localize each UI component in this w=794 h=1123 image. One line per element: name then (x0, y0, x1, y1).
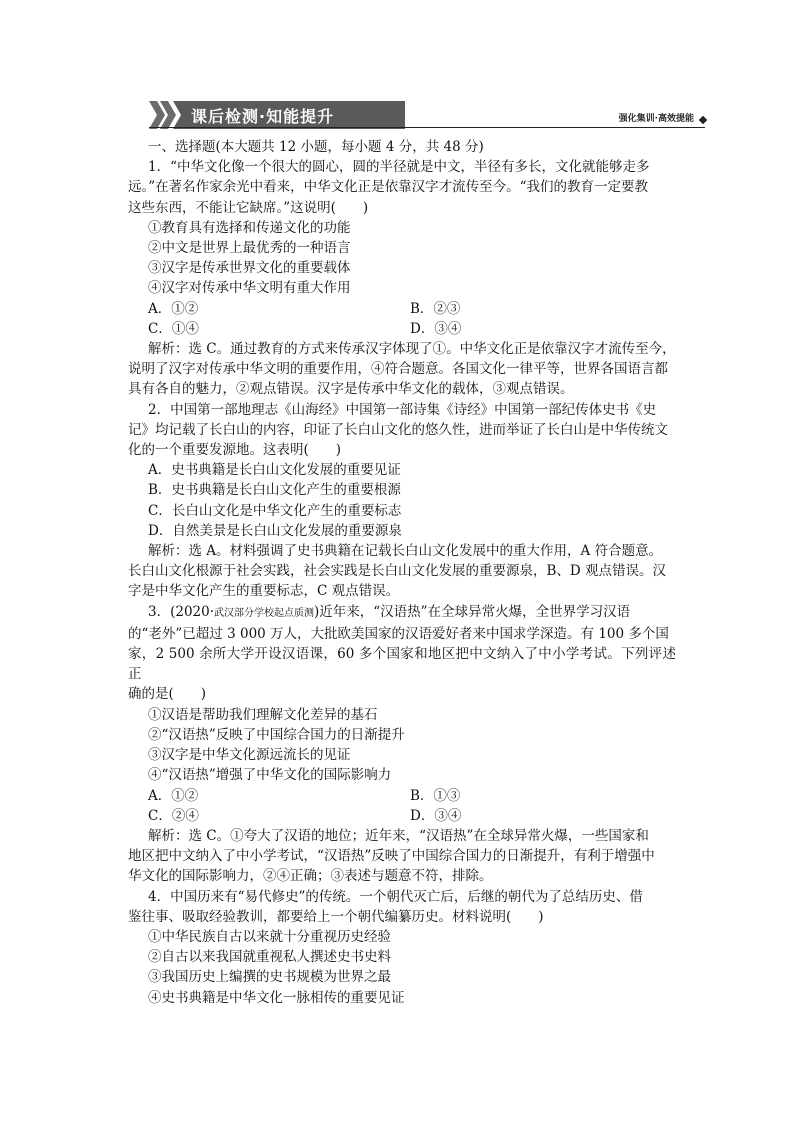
q2-option-d: D．自然美景是长白山文化发展的重要源泉 (148, 522, 402, 539)
q1-options-row (128, 299, 676, 319)
q3-answer-line: 地区把中文纳入了中小学考试，“汉语热”反映了中国综合国力的日渐提升，有利于增强中 (128, 848, 655, 865)
q3-option-b: B．①③ (410, 787, 461, 804)
q3-source: 武汉部分学校起点质测 (214, 607, 315, 619)
q3-answer-line: 华文化的国际影响力，②④正确；③表述与题意不符，排除。 (128, 868, 493, 885)
q2-option-c: C．长白山文化是中华文化产生的重要标志 (148, 502, 402, 519)
q2-answer-line: 解析：选 A。材料强调了史书典籍在记载长白山文化发展中的重大作用，A 符合题意。 (148, 543, 663, 560)
q1-statement: ①教育具有选择和传递文化的功能 (148, 219, 351, 236)
q1-statement: ②中文是世界上最优秀的一种语言 (148, 240, 351, 257)
header-right-label: 强化集训·高效提能 (618, 114, 694, 124)
header-rule (149, 127, 705, 128)
q4-statement: ③我国历史上编撰的史书规模为世界之最 (148, 969, 391, 986)
q3-options-row (128, 786, 676, 806)
q2-stem-line: 化的一个重要发源地。这表明( ) (128, 442, 342, 459)
q1-statement: ③汉字是传承世界文化的重要载体 (148, 260, 351, 277)
q3-statement: ①汉语是帮助我们理解文化差异的基石 (148, 706, 378, 723)
q1-option-a: A．①② (148, 300, 199, 317)
q3-stem-text: )近年来，“汉语热”在全球异常火爆，全世界学习汉语 (314, 603, 631, 620)
q3-stem-line: 的“老外”已超过 3 000 万人，大批欧美国家的汉语爱好者来中国求学深造。有 100 多个国 (128, 625, 669, 642)
q2-answer-line: 字是中华文化产生的重要标志，C 观点错误。 (128, 583, 400, 600)
document-body (128, 137, 676, 1008)
banner-title: 课后检测·知能提升 (191, 107, 335, 126)
q1-stem-line: 这些东西，不能让它缺席。”这说明( ) (128, 199, 369, 216)
q3-option-a: A．①② (148, 787, 199, 804)
q1-stem-line: 远。”在著名作家余光中看来，中华文化正是依靠汉字才流传至今。“我们的教育一定要教 (128, 179, 649, 196)
q4-statement: ④史书典籍是中华文化一脉相传的重要见证 (148, 989, 405, 1006)
q1-option-d: D．③④ (410, 320, 462, 337)
q3-stem-line: 确的是( ) (128, 686, 207, 703)
q3-statement: ②“汉语热”反映了中国综合国力的日渐提升 (148, 726, 405, 743)
q3-statement: ④“汉语热”增强了中华文化的国际影响力 (148, 767, 392, 784)
q1-answer-line: 说明了汉字对传承中华文明的重要作用，④符合题意。各国文化一律平等，世界各国语言都 (128, 361, 668, 378)
q2-stem-line: 记》均记载了长白山的内容，印证了长白山文化的悠久性，进而举证了长白山是中华传统文 (128, 421, 668, 438)
q4-statement: ①中华民族自古以来就十分重视历史经验 (148, 928, 391, 945)
q2-stem-line: 2．中国第一部地理志《山海经》中国第一部诗集《诗经》中国第一部纪传体史书《史 (148, 401, 657, 418)
q3-option-c: C．②④ (148, 807, 199, 824)
section-banner (149, 101, 405, 129)
q3-options-row (128, 806, 676, 826)
q3-stem-line: 家，2 500 余所大学开设汉语课，60 多个国家和地区把中文纳入了中小学考试。下列评述正 (128, 646, 676, 683)
q1-option-b: B．②③ (410, 300, 461, 317)
q1-answer-line: 具有各自的魅力，②观点错误。汉字是传承中华文化的载体，③观点错误。 (128, 381, 574, 398)
q1-stem-line: 1．“中华文化像一个很大的圆心，圆的半径就是中文，半径有多长，文化就能够走多 (148, 159, 650, 176)
q4-stem-line: 4．中国历来有“易代修史”的传统。一个朝代灭亡后，后继的朝代为了总结历史、借 (148, 888, 643, 905)
q1-option-c: C．①④ (148, 320, 199, 337)
q2-option-a: A．史书典籍是长白山文化发展的重要见证 (148, 462, 401, 479)
q2-option-b: B．史书典籍是长白山文化产生的重要根源 (148, 482, 401, 499)
q1-answer-line: 解析：选 C。通过教育的方式来传承汉字体现了①。中华文化正是依靠汉字才流传至今， (148, 341, 676, 358)
diamond-icon (699, 116, 707, 124)
q4-stem-line: 鉴往事、吸取经验教训，都要给上一个朝代编纂历史。材料说明( ) (128, 908, 544, 925)
q3-statement: ③汉字是中华文化源远流长的见证 (148, 747, 351, 764)
q4-statement: ②自古以来我国就重视私人撰述史书史料 (148, 949, 391, 966)
q1-statement: ④汉字对传承中华文明有重大作用 (148, 280, 351, 297)
q3-stem-line (128, 602, 676, 624)
q3-option-d: D．③④ (410, 807, 462, 824)
q2-answer-line: 长白山文化根源于社会实践，社会实践是长白山文化发展的重要源泉，B、D 观点错误。汉 (128, 563, 667, 580)
q3-answer-line: 解析：选 C。①夸大了汉语的地位；近年来，“汉语热”在全球异常火爆，一些国家和 (148, 827, 649, 844)
section-title: 一、选择题(本大题共 12 小题，每小题 4 分，共 48 分) (148, 139, 484, 155)
q3-number: 3．(2020· (148, 603, 215, 620)
q1-options-row (128, 319, 676, 339)
